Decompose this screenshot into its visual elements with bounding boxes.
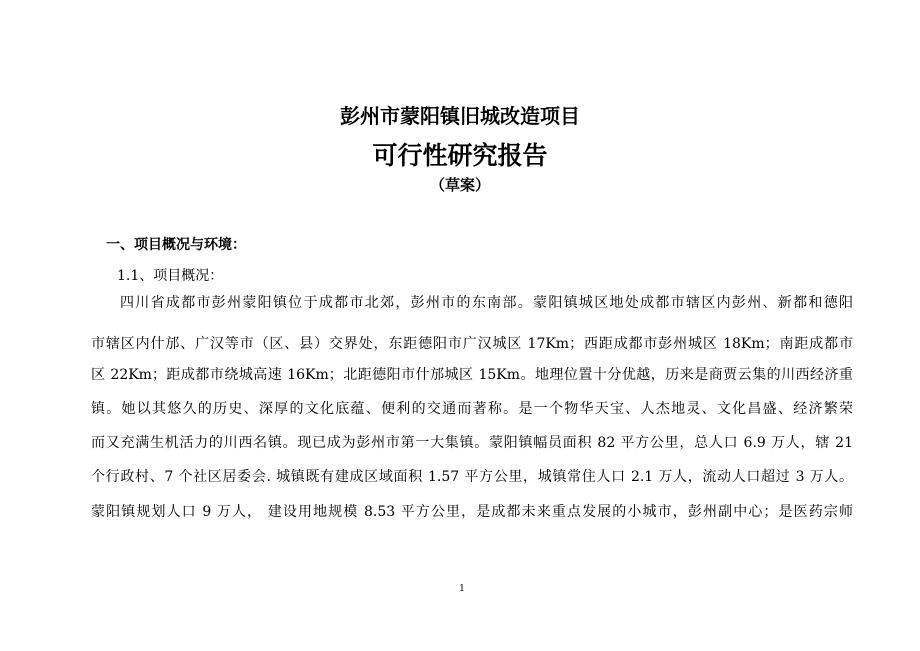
title-project-name: 彭州市蒙阳镇旧城改造项目: [340, 104, 580, 128]
subsection-heading: 1.1、项目概况：: [117, 268, 224, 284]
title-report-type: 可行性研究报告: [372, 141, 548, 170]
title-draft-label: （草案）: [429, 176, 490, 194]
paragraph-line: 个行政村、7 个社区居委会. 城镇既有建成区域面积 1.57 平方公里，城镇常住人口 2.1 万人，流动人口超过 3 万人。: [91, 469, 853, 485]
paragraph-line: 市辖区内什邡、广汉等市（区、县）交界处，东距德阳市广汉城区 17Km；西距成都市彭州城区 18Km；南距成都市: [91, 336, 853, 352]
paragraph-line: 区 22Km；距成都市绕城高速 16Km；北距德阳市什邡城区 15Km。地理位置十分优越，历来是商贾云集的川西经济重: [91, 367, 853, 383]
paragraph-line: 四川省成都市彭州蒙阳镇位于成都市北郊，彭州市的东南部。蒙阳镇城区地处成都市辖区内彭州、新都和德阳: [120, 295, 853, 311]
section-heading: 一、项目概况与环境：: [106, 237, 246, 253]
page-number: 1: [459, 584, 465, 594]
paragraph-line: 而又充满生机活力的川西名镇。现已成为彭州市第一大集镇。蒙阳镇幅员面积 82 平方公里，总人口 6.9 万人，辖 21: [91, 435, 853, 451]
paragraph-line: 镇。她以其悠久的历史、深厚的文化底蕴、便利的交通而著称。是一个物华天宝、人杰地灵、文化昌盛、经济繁荣: [91, 401, 853, 417]
paragraph-line: 蒙阳镇规划人口 9 万人， 建设用地规模 8.53 平方公里，是成都未来重点发展的小城市，彭州副中心；是医药宗师: [91, 504, 853, 520]
